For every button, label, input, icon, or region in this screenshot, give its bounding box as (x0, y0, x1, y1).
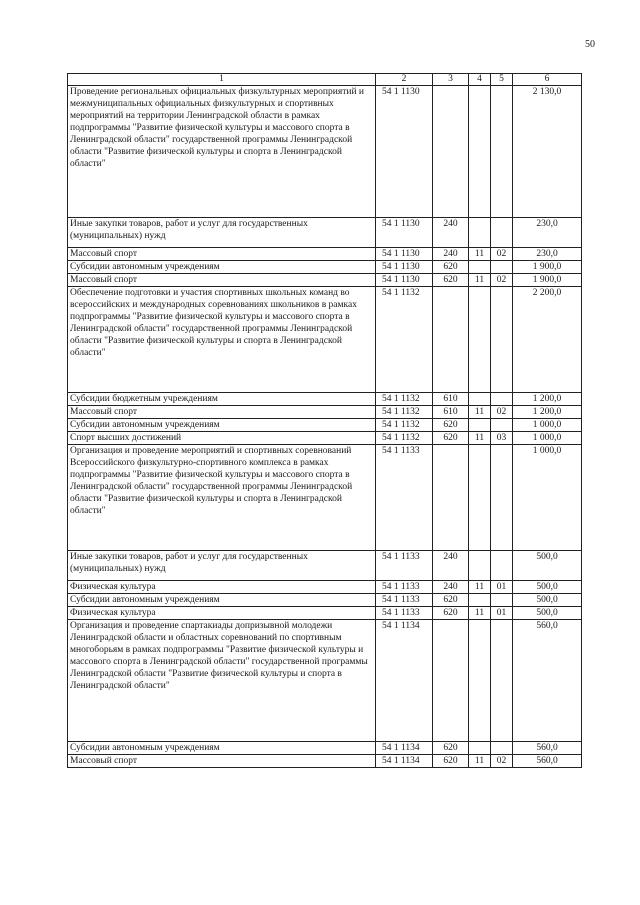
row-subsection-cell: 02 (491, 274, 513, 287)
row-name-cell: Субсидии автономным учреждениям (68, 261, 376, 274)
row-code-cell: 54 1 1133 (376, 551, 433, 581)
row-name-cell: Субсидии бюджетным учреждениям (68, 393, 376, 406)
row-section-cell (469, 86, 491, 218)
table-row (68, 406, 582, 419)
row-code-cell: 54 1 1132 (376, 287, 433, 393)
row-type-cell: 240 (433, 551, 469, 581)
row-type-cell: 240 (433, 581, 469, 594)
row-code-cell: 54 1 1132 (376, 406, 433, 419)
row-subsection-cell (491, 218, 513, 248)
table-row (68, 432, 582, 445)
page-number: 50 (585, 39, 595, 50)
row-amount-cell: 1 200,0 (513, 393, 582, 406)
row-amount-cell: 2 200,0 (513, 287, 582, 393)
header-cell: 6 (513, 74, 582, 86)
table-row (68, 445, 582, 551)
row-name-cell: Физическая культура (68, 581, 376, 594)
row-name-cell: Проведение региональных официальных физкультурных мероприятий и межмуниципальных официальных физкультурных и спортивных мероприятий на территории Ленинградской области в рамках подпрограммы "Развитие физической культуры и массового спорта в Ленинградской области" государственной программы Ленинградской области "Развитие физической культуры и спорта в Ленинградской области" (68, 86, 376, 218)
row-subsection-cell (491, 287, 513, 393)
row-code-cell: 54 1 1134 (376, 620, 433, 742)
row-name-cell: Организация и проведение мероприятий и спортивных соревнований Всероссийского физкультурно-спортивного комплекса в рамках подпрограммы "Развитие физической культуры и массового спорта в Ленинградской области" государственной программы Ленинградской области "Развитие физической культуры и спорта в Ленинградской области" (68, 445, 376, 551)
row-type-cell: 620 (433, 261, 469, 274)
table-row (68, 261, 582, 274)
row-name-cell: Организация и проведение спартакиады допризывной молодежи Ленинградской области и областных соревнований по спортивным многоборьям в рамках подпрограммы "Развитие физической культуры и массового спорта в Ленинградской области" государственной программы Ленинградской области "Развитие физической культуры и спорта в Ленинградской области" (68, 620, 376, 742)
row-type-cell: 620 (433, 594, 469, 607)
row-code-cell: 54 1 1130 (376, 248, 433, 261)
row-code-cell: 54 1 1132 (376, 419, 433, 432)
row-section-cell (469, 620, 491, 742)
row-name-cell: Массовый спорт (68, 406, 376, 419)
row-amount-cell: 500,0 (513, 594, 582, 607)
row-name-cell: Субсидии автономным учреждениям (68, 419, 376, 432)
row-section-cell: 11 (469, 607, 491, 620)
row-amount-cell: 500,0 (513, 607, 582, 620)
table-row (68, 86, 582, 218)
row-section-cell (469, 594, 491, 607)
row-amount-cell: 560,0 (513, 742, 582, 755)
row-code-cell: 54 1 1132 (376, 393, 433, 406)
row-amount-cell: 560,0 (513, 755, 582, 768)
row-section-cell (469, 261, 491, 274)
row-section-cell: 11 (469, 432, 491, 445)
table-row (68, 742, 582, 755)
row-amount-cell: 2 130,0 (513, 86, 582, 218)
row-amount-cell: 500,0 (513, 551, 582, 581)
row-code-cell: 54 1 1132 (376, 432, 433, 445)
table-row (68, 755, 582, 768)
header-cell: 4 (469, 74, 491, 86)
row-type-cell: 620 (433, 607, 469, 620)
row-name-cell: Иные закупки товаров, работ и услуг для государственных (муниципальных) нужд (68, 218, 376, 248)
row-amount-cell: 1 000,0 (513, 432, 582, 445)
row-code-cell: 54 1 1134 (376, 742, 433, 755)
row-amount-cell: 1 200,0 (513, 406, 582, 419)
row-name-cell: Массовый спорт (68, 274, 376, 287)
row-code-cell: 54 1 1133 (376, 594, 433, 607)
row-name-cell: Физическая культура (68, 607, 376, 620)
row-code-cell: 54 1 1130 (376, 218, 433, 248)
table-row (68, 620, 582, 742)
table-row (68, 393, 582, 406)
table-row (68, 419, 582, 432)
row-subsection-cell (491, 551, 513, 581)
row-type-cell: 620 (433, 274, 469, 287)
row-amount-cell: 500,0 (513, 581, 582, 594)
header-cell: 5 (491, 74, 513, 86)
row-type-cell: 240 (433, 218, 469, 248)
row-name-cell: Обеспечение подготовки и участия спортивных школьных команд во всероссийских и международных соревнованиях школьников в рамках подпрограммы "Развитие физической культуры и массового спорта в Ленинградской области" государственной программы Ленинградской области "Развитие физической культуры и спорта в Ленинградской области" (68, 287, 376, 393)
row-code-cell: 54 1 1134 (376, 755, 433, 768)
row-name-cell: Субсидии автономным учреждениям (68, 742, 376, 755)
row-amount-cell: 1 000,0 (513, 445, 582, 551)
row-section-cell: 11 (469, 406, 491, 419)
row-subsection-cell: 01 (491, 581, 513, 594)
row-type-cell: 620 (433, 432, 469, 445)
row-amount-cell: 560,0 (513, 620, 582, 742)
row-type-cell: 620 (433, 419, 469, 432)
row-amount-cell: 230,0 (513, 248, 582, 261)
header-cell: 1 (68, 74, 376, 86)
row-section-cell (469, 445, 491, 551)
row-type-cell: 610 (433, 406, 469, 419)
table-row (68, 287, 582, 393)
table-header-row (68, 74, 582, 86)
row-type-cell (433, 86, 469, 218)
row-name-cell: Иные закупки товаров, работ и услуг для государственных (муниципальных) нужд (68, 551, 376, 581)
row-code-cell: 54 1 1133 (376, 607, 433, 620)
row-name-cell: Спорт высших достижений (68, 432, 376, 445)
row-code-cell: 54 1 1130 (376, 261, 433, 274)
row-type-cell (433, 445, 469, 551)
row-section-cell: 11 (469, 755, 491, 768)
row-subsection-cell: 02 (491, 248, 513, 261)
row-subsection-cell (491, 86, 513, 218)
row-amount-cell: 1 900,0 (513, 261, 582, 274)
row-section-cell: 11 (469, 581, 491, 594)
row-section-cell (469, 218, 491, 248)
row-name-cell: Массовый спорт (68, 755, 376, 768)
row-code-cell: 54 1 1133 (376, 445, 433, 551)
row-name-cell: Массовый спорт (68, 248, 376, 261)
row-type-cell: 610 (433, 393, 469, 406)
row-subsection-cell (491, 594, 513, 607)
row-type-cell (433, 620, 469, 742)
row-subsection-cell: 02 (491, 406, 513, 419)
table-row (68, 218, 582, 248)
row-amount-cell: 1 900,0 (513, 274, 582, 287)
table-body (68, 86, 582, 768)
table-row (68, 594, 582, 607)
row-type-cell (433, 287, 469, 393)
table-row (68, 581, 582, 594)
row-subsection-cell (491, 393, 513, 406)
row-subsection-cell: 01 (491, 607, 513, 620)
row-subsection-cell (491, 419, 513, 432)
row-amount-cell: 1 000,0 (513, 419, 582, 432)
header-cell: 2 (376, 74, 433, 86)
row-type-cell: 620 (433, 742, 469, 755)
row-code-cell: 54 1 1130 (376, 274, 433, 287)
row-section-cell (469, 393, 491, 406)
row-type-cell: 240 (433, 248, 469, 261)
row-section-cell (469, 742, 491, 755)
row-subsection-cell (491, 261, 513, 274)
row-section-cell: 11 (469, 248, 491, 261)
row-type-cell: 620 (433, 755, 469, 768)
row-section-cell (469, 419, 491, 432)
table-row (68, 607, 582, 620)
table-row (68, 248, 582, 261)
row-section-cell (469, 551, 491, 581)
table-row (68, 274, 582, 287)
row-section-cell (469, 287, 491, 393)
row-code-cell: 54 1 1133 (376, 581, 433, 594)
row-section-cell: 11 (469, 274, 491, 287)
row-subsection-cell (491, 742, 513, 755)
row-subsection-cell: 03 (491, 432, 513, 445)
row-amount-cell: 230,0 (513, 218, 582, 248)
budget-table (67, 73, 582, 768)
table-row (68, 551, 582, 581)
row-subsection-cell (491, 620, 513, 742)
row-name-cell: Субсидии автономным учреждениям (68, 594, 376, 607)
row-subsection-cell (491, 445, 513, 551)
row-code-cell: 54 1 1130 (376, 86, 433, 218)
header-cell: 3 (433, 74, 469, 86)
row-subsection-cell: 02 (491, 755, 513, 768)
